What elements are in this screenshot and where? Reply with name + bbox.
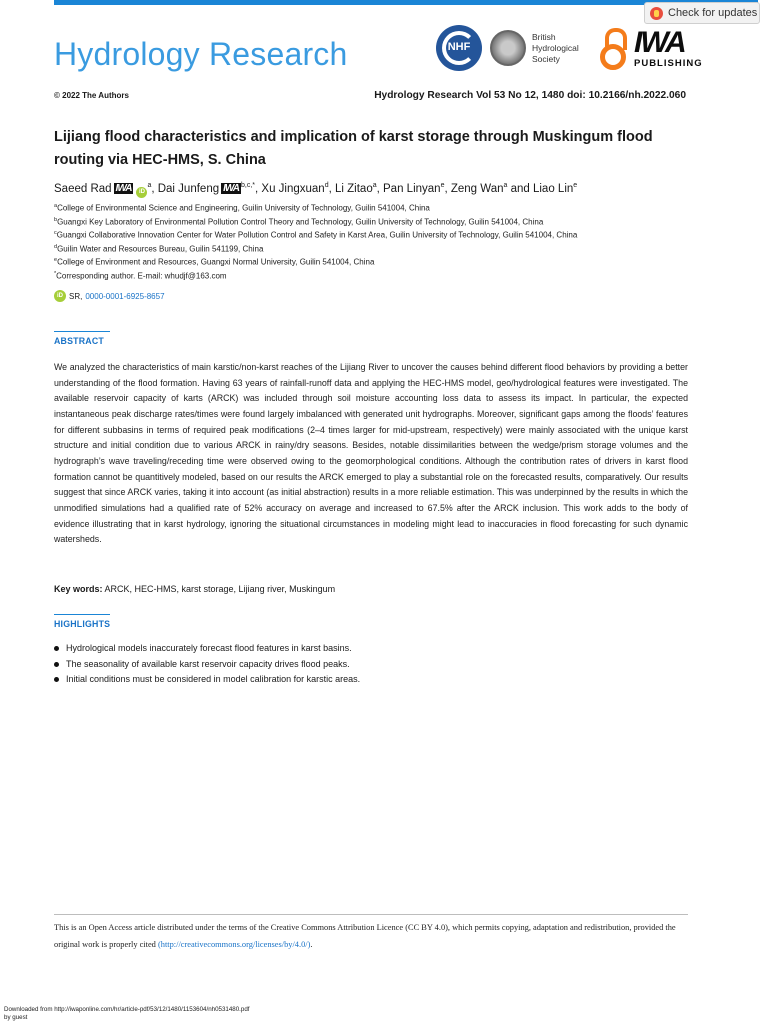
affiliations (54, 201, 577, 282)
author-name: Xu Jingxuan (261, 182, 325, 195)
orcid-line (54, 290, 165, 302)
crossmark-icon (650, 7, 663, 20)
author-name: Saeed Rad (54, 182, 112, 195)
affiliation-item: $^e$College of Environment and Resources, Guangxi Normal University, Guilin 541004, China (54, 257, 375, 267)
license-link[interactable]: (http://creativecommons.org/licenses/by/4.0/) (157, 940, 311, 949)
author-name: Dai Junfeng (157, 182, 220, 195)
publisher-logos (436, 20, 703, 76)
abstract-body: We analyzed the characteristics of main karstic/non-karst reaches of the Lijiang River to uncover the causes behind different flood behaviors by providing a better understanding of the flood formation. Having 63 years of rainfall-runoff data and applying the HEC-HMS model, geo/hydrological features were investigated. The available reservoir capacity of karts (ARCK) was included through soil moisture accounting loss data to assess its impact. In particular, the expected instantaneous peak discharge rates/times were found largely imbalanced with generated unit hydrographs. Moreover, significant gaps among the floods’ features for different subbasins in terms of required peak modifications (2–4 times larger for mid-upstream, respectively) were mainly associated with the unique karst structure and initial condition due to various ARCK in rainy/dry seasons. Besides, notable dissimilarities between the wedge/prism storage volumes and the hydrograph’s wave traveling/receding time were observed owing to the geomorphological conditions. Although the contribution rates of drivers in karst flood formation cannot be quantitively modeled, based on our results the ARCK emerged to play a substantial role on the forecasted results, comparatively. Our results suggest that since ARCK varies, taking it into account (as initial abstraction) results in a more reliable estimation. This was underpinned by the results in which the unmodified simulations had a qualified rate of 52% accuracy on average and increased to 67.5% after the ARCK inclusion. This work adds to the body of evidence illustrating that in karst hydrology, ignoring the situational circumstances in modeling might lead to inaccuracies in flood forecasting for such dynamic watersheds. (54, 362, 688, 545)
check-for-updates-label: Check for updates (668, 7, 758, 19)
highlight-item: Hydrological models inaccurately forecast flood features in karst basins. (54, 641, 360, 657)
license-note: This is an Open Access article distributed under the terms of the Creative Commons Attribution Licence (CC BY 4.0), which permits copying, adaptation and redistribution, provided the original work is properly cited (http://creativecommons.org/licenses/by/4.0/). (54, 923, 676, 949)
iwa-publishing-logo: IWA PUBLISHING (634, 25, 703, 69)
affiliation-item: $^b$Guangxi Key Laboratory of Environmental Pollution Control Theory and Technology, Guilin University of Technology, Guilin 541004, China (54, 216, 544, 227)
highlights-rule (54, 614, 110, 615)
citation: Hydrology Research Vol 53 No 12, 1480 doi: 10.2166/nh.2022.060 (374, 90, 686, 101)
keywords-value: ARCK, HEC-HMS, karst storage, Lijiang river, Muskingum (104, 584, 336, 594)
author-list: Saeed Rad IWA $iD^a$, Dai Junfeng IWA $^{b,c,*}$, Xu Jingxuan$^d$, Li Zitao$^a$, Pan Linyan$^e$, Zeng Wan$^a$ and Liao Lin$^e$ (54, 182, 577, 198)
copyright: © 2022 The Authors (54, 91, 129, 100)
nhf-logo: NHF (436, 25, 482, 71)
footer-divider (54, 914, 688, 915)
keywords (54, 584, 335, 594)
orcid-icon[interactable]: iD (136, 187, 147, 198)
journal-title: Hydrology Research (54, 36, 348, 72)
highlight-item: Initial conditions must be considered in model calibration for karstic areas. (54, 672, 360, 688)
author-name: Zeng Wan (450, 182, 504, 195)
check-for-updates-button[interactable] (644, 2, 760, 24)
abstract-heading: ABSTRACT (54, 336, 104, 346)
affiliation-item: $^d$Guilin Water and Resources Bureau, Guilin 541199, China (54, 243, 264, 254)
highlights-list (54, 641, 360, 688)
abstract-rule (54, 331, 110, 332)
corresponding-author: *Corresponding author. E-mail: whudjf@163.com (54, 270, 227, 281)
highlights-heading: HIGHLIGHTS (54, 619, 111, 629)
bhs-logo: British Hydrological Society (490, 30, 592, 66)
open-access-lock-icon (600, 28, 626, 68)
affiliation-item: $^a$College of Environmental Science and Engineering, Guilin University of Technology, Guilin 541004, China (54, 203, 430, 213)
article-title: Lijiang flood characteristics and implication of karst storage through Muskingum flood routing via HEC-HMS, S. China (54, 129, 653, 168)
author-name: Liao Lin (532, 182, 574, 195)
orcid-link[interactable]: 0000-0001-6925-8657 (85, 291, 165, 301)
iwa-member-icon: IWA (223, 182, 239, 194)
highlight-item: The seasonality of available karst reservoir capacity drives flood peaks. (54, 657, 360, 673)
iwa-member-icon: IWA (115, 182, 132, 194)
download-stamp: Downloaded from http://iwaponline.com/hr/article-pdf/53/12/1480/1153604/nh0531480.pdf by guest (4, 1006, 250, 1021)
author-name: Li Zitao (335, 182, 373, 195)
affiliation-item: $^c$Guangxi Collaborative Innovation Center for Water Pollution Control and Safety in Karst Area, Guilin University of Technology, Guilin 541004, China (54, 230, 578, 240)
orcid-prefix: SR, (69, 291, 83, 301)
bhs-seal-icon (490, 30, 526, 66)
author-name: Pan Linyan (383, 182, 441, 195)
orcid-icon: iD (54, 290, 66, 302)
keywords-label: Key words: (54, 584, 103, 594)
license-text: This is an Open Access article distributed under the terms of the Creative Commons Attribution Licence (CC BY 4.0), which permits copying, adaptation and redistribution, provided the original work is properly cited (54, 923, 676, 949)
